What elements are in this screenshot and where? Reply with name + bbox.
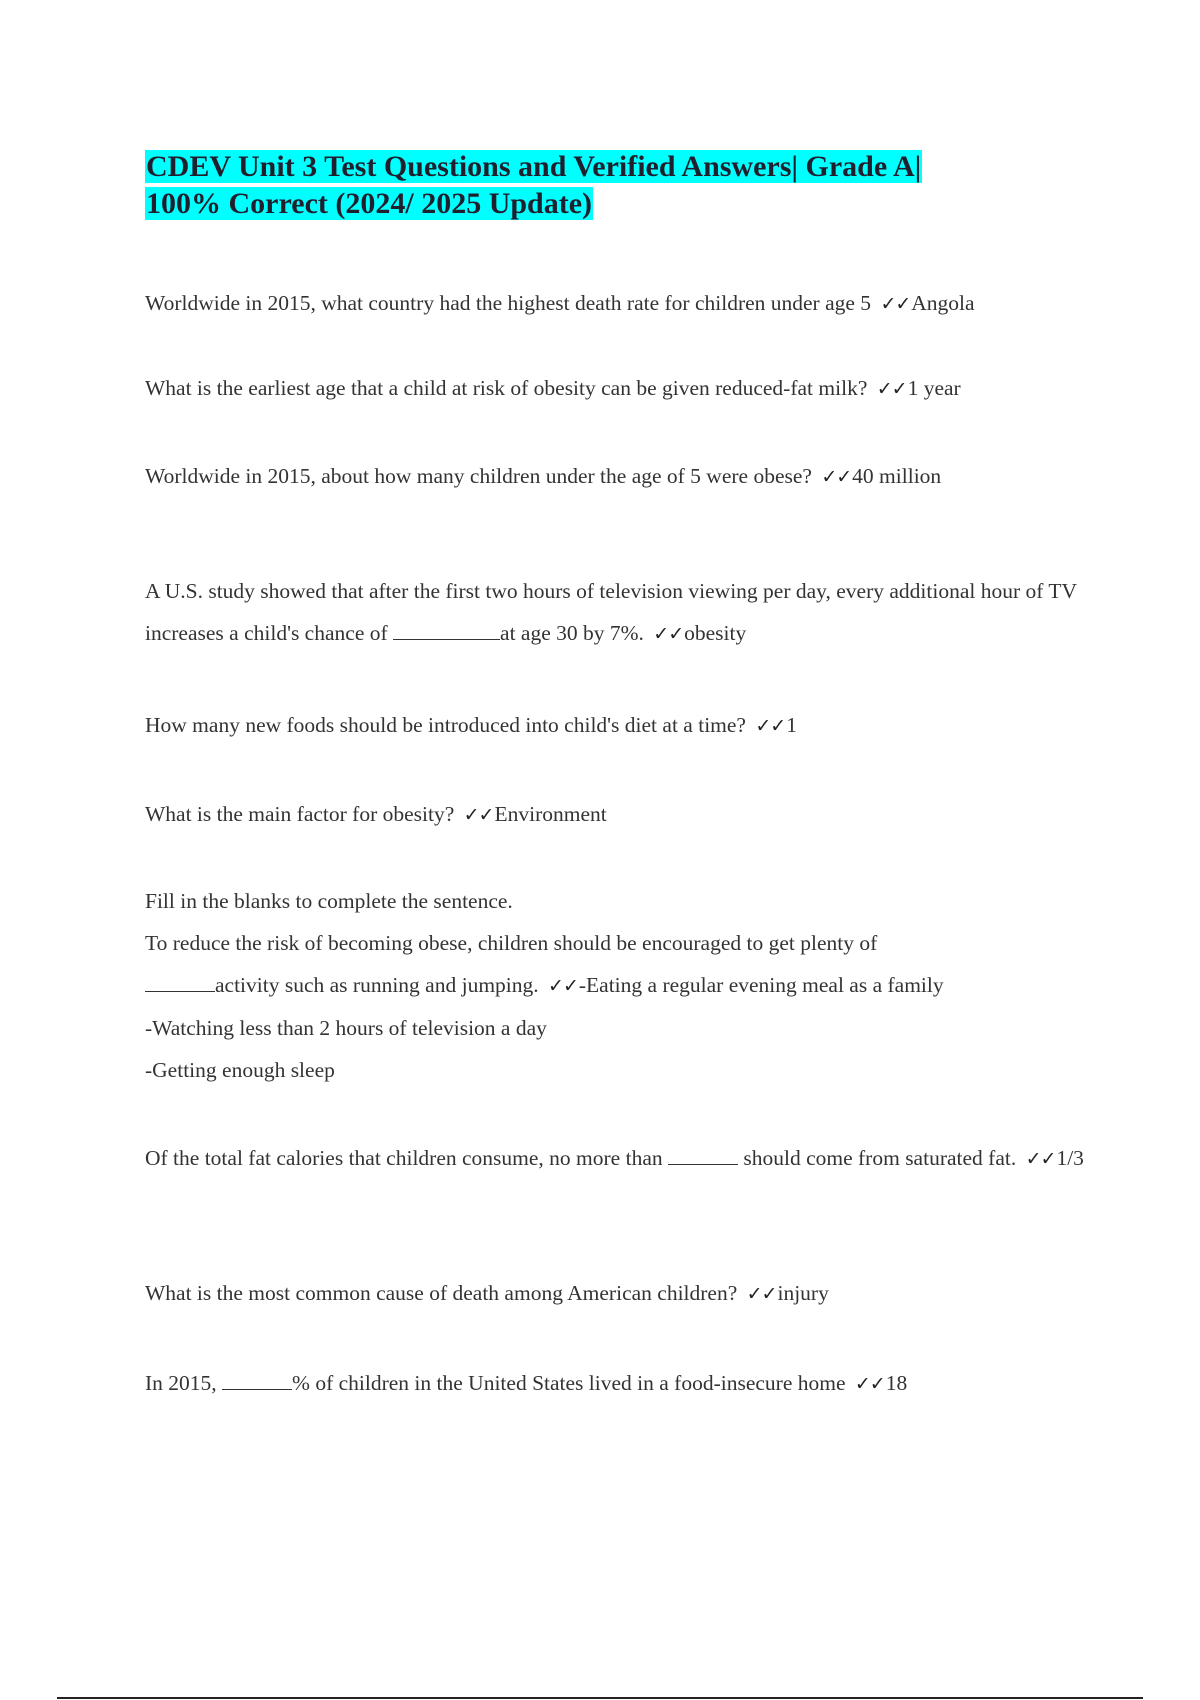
double-check-icon: ✓✓ <box>821 466 852 488</box>
qa-item-3 <box>145 455 1085 498</box>
answer-text: Environment <box>494 802 607 826</box>
answer-blank <box>668 1146 738 1165</box>
qa-item-4 <box>145 570 1085 655</box>
question-text-end: % of children in the United States lived in a food-insecure home <box>292 1371 846 1395</box>
question-text-end: should come from saturated fat. <box>738 1146 1017 1170</box>
answer-line-2: -Watching less than 2 hours of television a day <box>145 1016 547 1040</box>
answer-blank <box>145 973 215 992</box>
question-line-3: activity such as running and jumping. <box>215 973 539 997</box>
question-line-2: To reduce the risk of becoming obese, children should be encouraged to get plenty of <box>145 931 878 955</box>
double-check-icon: ✓✓ <box>854 1373 885 1395</box>
answer-text: 1 <box>786 713 797 737</box>
question-text: Worldwide in 2015, what country had the highest death rate for children under age 5 <box>145 291 872 315</box>
question-text-start: In 2015, <box>145 1371 223 1395</box>
double-check-icon: ✓✓ <box>548 975 578 997</box>
double-check-icon: ✓✓ <box>755 715 786 737</box>
question-text-end: at age 30 by 7%. <box>500 621 644 645</box>
answer-blank <box>222 1371 292 1390</box>
qa-item-9 <box>145 1272 1085 1315</box>
answer-text: obesity <box>684 621 747 645</box>
answer-text: 1 year <box>907 376 961 400</box>
double-check-icon: ✓✓ <box>1025 1148 1056 1170</box>
question-text-start: A U.S. study showed that after the first two hours of television viewing per day, every additional hour of TV increases a child's chance of <box>145 579 1077 645</box>
qa-item-1 <box>145 282 1085 325</box>
answer-text: 40 million <box>852 464 942 488</box>
answer-blank <box>393 621 500 640</box>
question-line-3-wrap <box>145 964 1085 1007</box>
title-line-1: CDEV Unit 3 Test Questions and Verified Answers| Grade A| <box>146 150 922 183</box>
answer-line-1: -Eating a regular evening meal as a family <box>578 973 944 997</box>
qa-item-10 <box>145 1362 1085 1405</box>
footer-divider <box>57 1697 1143 1699</box>
qa-item-8 <box>145 1137 1085 1180</box>
title-highlight <box>145 150 922 220</box>
double-check-icon: ✓✓ <box>876 378 907 400</box>
question-text: How many new foods should be introduced into child's diet at a time? <box>145 713 746 737</box>
answer-text: injury <box>777 1281 829 1305</box>
qa-item-7 <box>145 880 1085 1091</box>
answer-text: 1/3 <box>1056 1146 1084 1170</box>
double-check-icon: ✓✓ <box>746 1283 777 1305</box>
question-text: What is the earliest age that a child at risk of obesity can be given reduced-fat milk? <box>145 376 868 400</box>
qa-item-6 <box>145 793 1085 836</box>
question-line-1: Fill in the blanks to complete the sentence. <box>145 889 513 913</box>
qa-item-5 <box>145 704 1085 747</box>
question-text: What is the main factor for obesity? <box>145 802 455 826</box>
double-check-icon: ✓✓ <box>463 804 494 826</box>
document-title <box>145 148 1005 222</box>
double-check-icon: ✓✓ <box>653 623 684 645</box>
question-text-start: Of the total fat calories that children consume, no more than <box>145 1146 668 1170</box>
question-text: What is the most common cause of death among American children? <box>145 1281 738 1305</box>
double-check-icon: ✓✓ <box>880 293 911 315</box>
title-line-2: 100% Correct (2024/ 2025 Update) <box>146 187 593 220</box>
question-text: Worldwide in 2015, about how many children under the age of 5 were obese? <box>145 464 812 488</box>
answer-line-3: -Getting enough sleep <box>145 1058 335 1082</box>
answer-text: 18 <box>885 1371 908 1395</box>
answer-text: Angola <box>911 291 975 315</box>
qa-item-2 <box>145 367 1085 410</box>
